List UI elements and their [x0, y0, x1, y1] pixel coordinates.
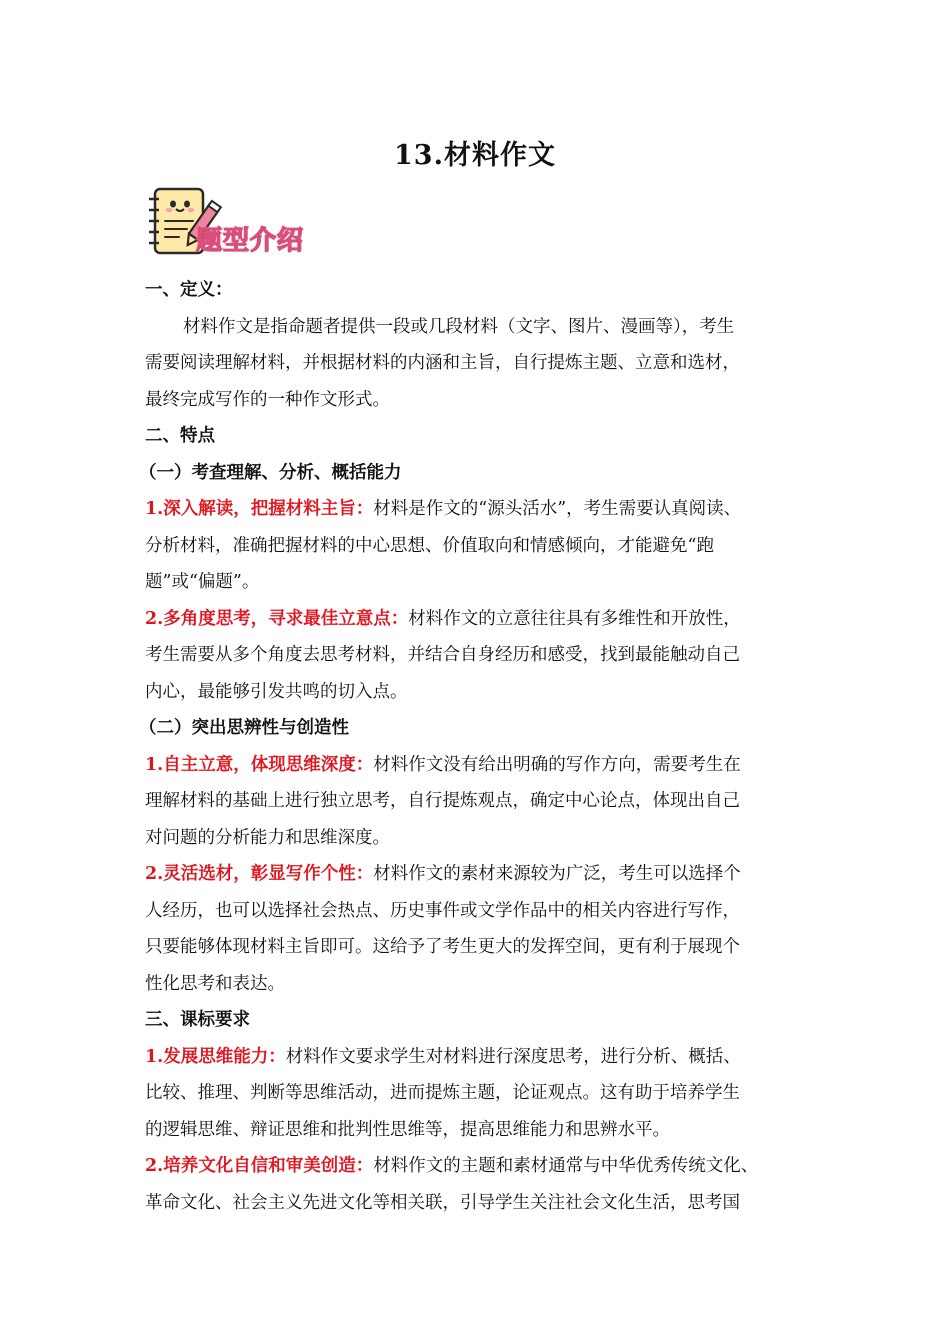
- paragraph-line: 需要阅读理解材料，并根据材料的内涵和主旨，自行提炼主题、立意和选材，: [145, 353, 740, 373]
- point-line: [145, 856, 815, 893]
- paragraph-line: 考生需要从多个角度去思考材料，并结合自身经历和感受，找到最能触动自己: [145, 645, 740, 665]
- point-lead: 1.发展思维能力：: [145, 1046, 286, 1067]
- point-line: [145, 491, 815, 528]
- point-text: 材料作文的立意往往具有多维性和开放性，: [408, 608, 741, 629]
- page-title: 13.材料作文: [394, 140, 556, 171]
- point-lead: 2.多角度思考，寻求最佳立意点：: [145, 608, 409, 629]
- point-text: 材料作文的素材来源较为广泛，考生可以选择个: [373, 864, 741, 884]
- paragraph-line: 革命文化、社会主义先进文化等相关联，引导学生关注社会文化生活，思考国: [145, 1192, 740, 1213]
- point-text: 材料作文没有给出明确的写作方向，需要考生在: [373, 754, 741, 775]
- subsection-heading: （二）突出思辨性与创造性: [139, 718, 349, 738]
- paragraph-line: 材料作文是指命题者提供一段或几段材料（文字、图片、漫画等），考生: [183, 316, 735, 337]
- subsection-heading: （一）考查理解、分析、概括能力: [139, 462, 402, 483]
- paragraph-line: 分析材料，准确把握材料的中心思想、价值取向和情感倾向，才能避免“跑: [145, 535, 714, 556]
- point-line: [145, 1039, 815, 1076]
- paragraph-line: 性化思考和表达。: [145, 973, 285, 994]
- paragraph-line: 人经历，也可以选择社会热点、历史事件或文学作品中的相关内容进行写作，: [145, 900, 740, 921]
- paragraph-line: 最终完成写作的一种作文形式。: [145, 389, 390, 410]
- point-text: 材料作文的主题和素材通常与中华优秀传统文化、: [373, 1156, 759, 1176]
- section-heading-curriculum: 三、课标要求: [145, 1010, 250, 1030]
- paragraph-line: 只要能够体现材料主旨即可。这给予了考生更大的发挥空间，更有利于展现个: [145, 937, 740, 957]
- point-lead: 2.培养文化自信和审美创造：: [145, 1156, 374, 1176]
- section-heading-definition: 一、定义：: [145, 280, 233, 300]
- point-text: 材料作文要求学生对材料进行深度思考，进行分析、概括、: [285, 1046, 741, 1067]
- document-body: [139, 272, 815, 1221]
- section-heading-features: 二、特点: [145, 426, 215, 446]
- paragraph-line: 内心，最能够引发共鸣的切入点。: [145, 681, 408, 702]
- badge-label: 题型介绍: [196, 226, 305, 256]
- point-line: [145, 747, 815, 784]
- point-lead: 2.灵活选材，彰显写作个性：: [145, 864, 374, 884]
- paragraph-line: 比较、推理、判断等思维活动，进而提炼主题，论证观点。这有助于培养学生: [145, 1083, 740, 1103]
- point-lead: 1.深入解读，把握材料主旨：: [145, 499, 374, 519]
- point-text: 材料是作文的“源头活水”，考生需要认真阅读、: [373, 499, 742, 519]
- paragraph-line: 题”或“偏题”。: [145, 572, 260, 592]
- paragraph-line: 对问题的分析能力和思维深度。: [145, 827, 390, 848]
- point-line: [145, 1148, 815, 1185]
- point-line: [145, 601, 815, 638]
- point-lead: 1.自主立意，体现思维深度：: [145, 754, 374, 775]
- paragraph-line: 的逻辑思维、辩证思维和批判性思维等，提高思维能力和思辨水平。: [145, 1119, 670, 1140]
- paragraph-line: 理解材料的基础上进行独立思考，自行提炼观点，确定中心论点，体现出自己: [145, 791, 740, 811]
